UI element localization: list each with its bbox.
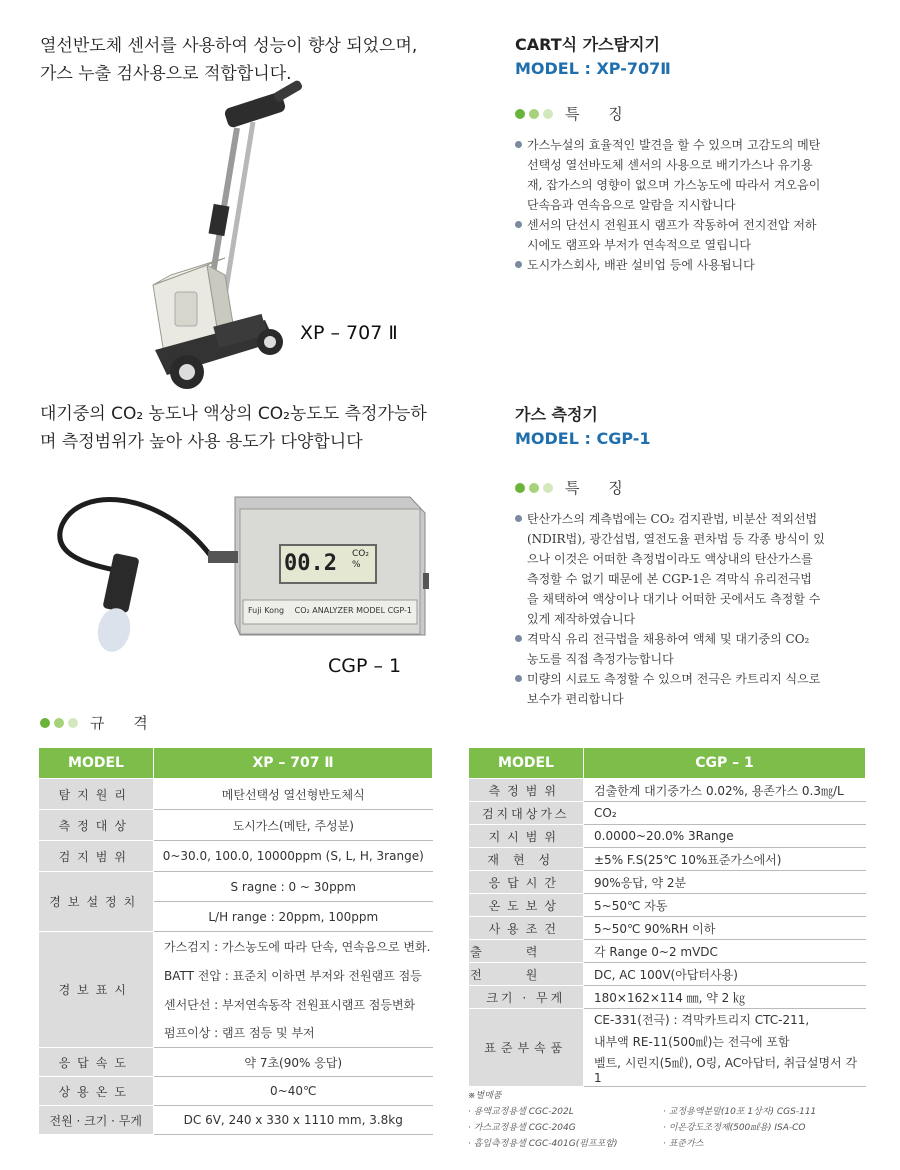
intro-line: 가스 누출 검사용으로 적합합니다. (40, 64, 292, 84)
table-row: 탐지원리 메탄선택성 열선형반도체식 (39, 779, 433, 810)
co2-display-value: 00.2 (284, 551, 337, 576)
bullet-dot-icon (543, 109, 553, 119)
product1-features (515, 135, 875, 275)
list-item: · 이온강도조정제(500㎖용) ISA-CO (663, 1123, 806, 1133)
bullet-dot-icon (529, 483, 539, 493)
product2-features-heading: 특 징 (515, 477, 635, 498)
product1-header (515, 33, 671, 81)
table-row: 검지대상가스 CO₂ (469, 802, 866, 825)
spec-table-cgp1 (468, 747, 866, 1087)
table-row: 센서단선 : 부저연속동작 전원표시램프 점등변화 (164, 997, 416, 1012)
table-header-row: MODEL CGP – 1 (469, 748, 866, 779)
intro-line: 열선반도체 센서를 사용하여 성능이 향상 되었으며, (40, 36, 418, 56)
optional-accessories-left (468, 1104, 618, 1152)
table-row: 출력 각 Range 0~2 mVDC (469, 940, 866, 963)
product1-title: CART식 가스탐지기 (515, 35, 660, 54)
spec-heading: 규 격 (40, 712, 160, 733)
table-row: 경보설정치 S ragne : 0 ~ 30ppm (39, 872, 433, 902)
table-row: 응답속도 약 7초(90% 응답) (39, 1048, 433, 1077)
feature-item: 미량의 시료도 측정할 수 있으며 전극은 카트리지 식으로 보수가 편리합니다 (515, 669, 875, 709)
product2-title: 가스 측정기 (515, 405, 598, 424)
gas-detector-cart-image (115, 80, 315, 395)
table-header-row: MODEL XP – 707 Ⅱ (39, 748, 433, 779)
bullet-dot-icon (40, 718, 50, 728)
co2-display-unit: CO₂ % (352, 549, 369, 570)
intro-line: 며 측정범위가 높아 사용 용도가 다양합니다 (40, 432, 363, 452)
table-row: 펌프이상 : 램프 점등 및 부저 (39, 1019, 433, 1048)
co2-analyzer-panel (248, 606, 412, 615)
list-item: · 가스교정용셀 CGC-204G (468, 1123, 576, 1133)
product1-caption: XP – 707 Ⅱ (300, 322, 398, 344)
table-row: 상용온도 0~40℃ (39, 1077, 433, 1106)
table-row: BATT 전압 : 표준치 이하면 부저와 전원램프 점등 (164, 968, 422, 983)
table-row: 표준부속품 CE-331(전극) : 격막카트리지 CTC-211, (469, 1009, 866, 1031)
feature-item: 센서의 단선시 전원표시 램프가 작동하여 전지전압 저하 시에도 램프와 부저가 연속적으로 열립니다 (515, 215, 875, 255)
table-row: 사용조건 5~50℃ 90%RH 이하 (469, 917, 866, 940)
table-row: 온도보상 5~50℃ 자동 (469, 894, 866, 917)
bullet-dot-icon (54, 718, 64, 728)
list-item: · 교정용액분말(10포 1상자) CGS-111 (663, 1107, 817, 1117)
product2-caption: CGP – 1 (328, 655, 402, 677)
panel-brand: Fuji Kong (248, 606, 285, 615)
table-row: 지시범위 0.0000~20.0% 3Range (469, 825, 866, 848)
table-row: 측정대상 도시가스(메탄, 주성분) (39, 810, 433, 841)
table-row: 크기 · 무게 180×162×114 ㎜, 약 2 ㎏ (469, 986, 866, 1009)
product2-header (515, 403, 651, 451)
table-row: 전원 · 크기 · 무게 DC 6V, 240 x 330 x 1110 mm, 3.8kg (39, 1106, 433, 1135)
bullet-dot-icon (68, 718, 78, 728)
feature-item: 도시가스회사, 배관 설비업 등에 사용됩니다 (515, 255, 875, 275)
table-row: 응답시간 90%응답, 약 2분 (469, 871, 866, 894)
product1-features-heading: 특 징 (515, 103, 635, 124)
bullet-dot-icon (529, 109, 539, 119)
table-row: 전원 DC, AC 100V(아답터사용) (469, 963, 866, 986)
feature-item: 격막식 유리 전극법을 채용하여 액체 및 대기중의 CO₂ 농도를 직접 측정가능합니다 (515, 629, 875, 669)
list-item: · 흡입측정용셀 CGC-401G(펌프포함) (468, 1139, 618, 1149)
feature-item: 탄산가스의 계측법에는 CO₂ 검지관법, 비분산 적외선법 (NDIR법), 광간섭법, 열전도율 편차법 등 각종 방식이 있 으나 이것은 어떠한 측정법이라도 액상내의 탄산가스를 측정할 수 없기 때문에 본 CGP-1은 격막식 유리전극법 을 채택하여 액상이나 대기나 어떠한 곳에서도 측정할 수 있게 제작하였습니다 (515, 509, 875, 629)
table-row: 검지범위 0~30.0, 100.0, 10000ppm (S, L, H, 3range) (39, 841, 433, 872)
table-row: 측정범위 검출한계 대기중가스 0.02%, 용존가스 0.3㎎/L (469, 779, 866, 802)
intro-line: 대기중의 CO₂ 농도나 액상의 CO₂농도도 측정가능하 (40, 404, 427, 424)
product2-model: MODEL : CGP-1 (515, 429, 651, 448)
list-item: · 용액교정용셀 CGC-202L (468, 1107, 574, 1117)
feature-item: 가스누설의 효율적인 발견을 할 수 있으며 고감도의 메탄 선택성 열선바도체 센서의 사용으로 배기가스나 유기용 재, 잡가스의 영향이 없으며 가스농도에 따라서 겨오음이 단속음과 연속음으로 알람을 지시합니다 (515, 135, 875, 215)
optional-accessories-right (663, 1104, 816, 1152)
table-row: 내부액 RE-11(500㎖)는 전극에 포함 (594, 1035, 790, 1049)
table-row: 경보표시 가스검지 : 가스농도에 따라 단속, 연속음으로 변화. (39, 932, 433, 961)
panel-label: CO₂ ANALYZER MODEL CGP-1 (294, 606, 412, 615)
product1-model: MODEL : XP-707Ⅱ (515, 59, 671, 78)
optional-accessories-title: ※별매품 (468, 1091, 502, 1101)
table-row: 재현성 ±5% F.S(25℃ 10%표준가스에서) (469, 848, 866, 871)
bullet-dot-icon (515, 483, 525, 493)
table-row: 벨트, 시린지(5㎖), O링, AC아답터, 취급설명서 각 1 (469, 1053, 866, 1087)
spec-table-xp707 (38, 747, 433, 1135)
product2-intro (40, 400, 427, 456)
list-item: · 표준가스 (663, 1139, 704, 1149)
co2-analyzer-image (40, 485, 440, 660)
bullet-dot-icon (515, 109, 525, 119)
bullet-dot-icon (543, 483, 553, 493)
table-row: L/H range : 20ppm, 100ppm (39, 902, 433, 932)
product2-features (515, 509, 875, 709)
